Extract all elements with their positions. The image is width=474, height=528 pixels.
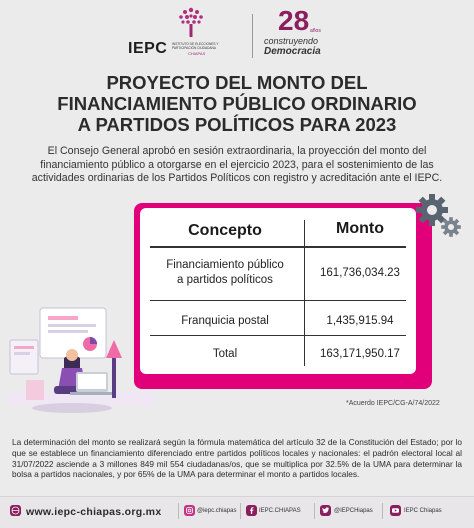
- facebook-handle[interactable]: IEPC.CHIAPAS: [259, 508, 301, 514]
- anniversary-number: 28: [278, 5, 310, 36]
- footer-divider: [178, 503, 179, 519]
- header-amount: Monto: [336, 220, 384, 237]
- title-line-2: FINANCIAMIENTO PÚBLICO ORDINARIO: [57, 93, 417, 114]
- facebook-icon[interactable]: [246, 505, 257, 516]
- row-amount: 161,736,034.23: [320, 267, 400, 279]
- page-title: [20, 72, 454, 135]
- row-rule: [150, 335, 406, 336]
- tree-logo-icon: [176, 6, 206, 38]
- header-divider: [252, 14, 253, 58]
- anniversary-unit: años: [310, 28, 321, 34]
- footer-divider: [314, 503, 315, 519]
- header-rule: [150, 246, 406, 248]
- twitter-handle[interactable]: @IEPCHiapas: [334, 508, 373, 514]
- row-rule: [150, 300, 406, 301]
- youtube-channel[interactable]: IEPC Chiapas: [404, 508, 442, 514]
- twitter-icon[interactable]: [320, 505, 331, 516]
- row-concept-line1: Franquicia postal: [181, 315, 269, 327]
- total-label: Total: [212, 348, 238, 360]
- instagram-handle[interactable]: @iepc.chiapas: [197, 508, 237, 514]
- website-link[interactable]: www.iepc-chiapas.org.mx: [26, 506, 162, 518]
- column-divider: [304, 220, 305, 366]
- iepc-state: CHIAPAS: [188, 51, 206, 56]
- instagram-icon[interactable]: [184, 505, 195, 516]
- intro-paragraph: El Consejo General aprobó en sesión extraordinaria, la proyección del monto del financiamiento público a otorgarse en el ejercicio 2023, para el sostenimiento de las actividades ordinarias de los Partidos Políticos con registro y acreditación ante el IEPC.: [31, 145, 443, 184]
- iepc-wordmark: IEPC: [128, 40, 168, 57]
- methodology-paragraph: La determinación del monto se realizará según la fórmula matemática del artículo 32 de la Constitución del Estado; por lo que se establece un financiamiento diferenciado entre partidos políticos locales y nacionales: el padrón electoral local al 31/07/2022 asciende a 3 millones 849 mil 554 ciudadanas/os, que se multiplica por 32.5% de la UMA para determinar la bolsa a partidos nacionales, y por 65% de la UMA para determinar el monto a partidos locales.: [12, 437, 462, 480]
- header-concept: Concepto: [188, 222, 262, 239]
- title-line-1: PROYECTO DEL MONTO DEL: [106, 72, 368, 93]
- iepc-logo: [128, 6, 248, 64]
- anniversary-line2: Democracia: [264, 46, 321, 57]
- total-amount: 163,171,950.17: [320, 348, 400, 360]
- title-line-3: A PARTIDOS POLÍTICOS PARA 2023: [77, 114, 397, 135]
- row-concept-line1: Financiamiento público: [166, 259, 284, 271]
- row-concept-line2: a partidos políticos: [177, 274, 273, 286]
- iepc-full-name: INSTITUTO DE ELECCIONES Y PARTICIPACIÓN CIUDADANA: [172, 42, 219, 50]
- financing-table: [140, 208, 416, 374]
- globe-icon: [10, 505, 21, 516]
- header: [0, 0, 474, 68]
- woman-laptop-illustration: [6, 300, 156, 420]
- footer-divider: [240, 503, 241, 519]
- footer: [0, 496, 474, 528]
- footer-divider: [382, 503, 383, 519]
- anniversary-line1: construyendo: [264, 36, 319, 46]
- anniversary-logo: [262, 6, 342, 66]
- row-amount: 1,435,915.94: [326, 315, 394, 327]
- agreement-note: *Acuerdo IEPC/CG-A/74/2022: [346, 400, 440, 407]
- small-gear-icon: [440, 216, 462, 238]
- youtube-icon[interactable]: [390, 505, 401, 516]
